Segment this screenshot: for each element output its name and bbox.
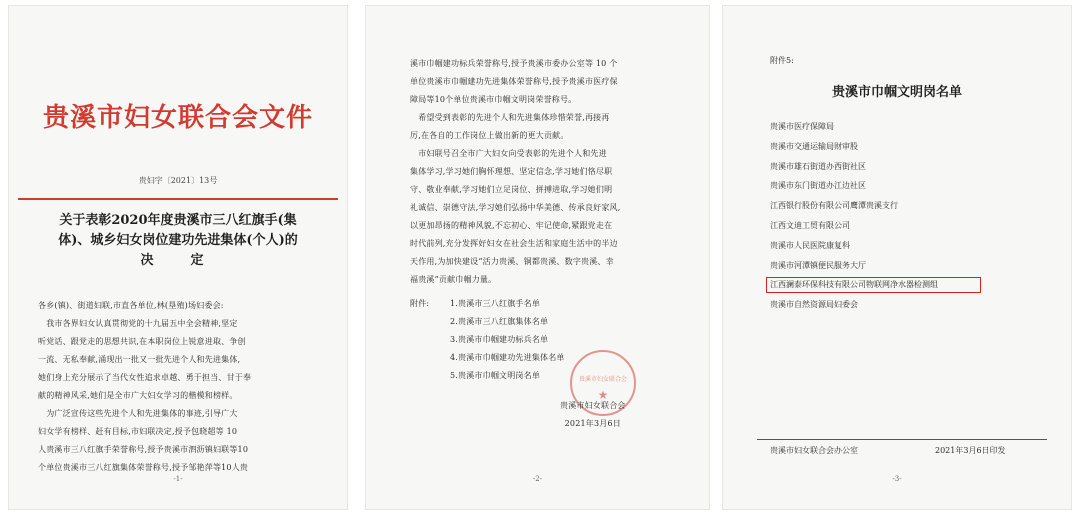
body-line: 妇女学有榜样、赶有目标,市妇联决定,授予包晓超等 10 [38, 427, 238, 436]
masthead-title: 贵溪市妇女联合会文件 [42, 103, 313, 133]
page2-body [410, 55, 680, 289]
title-line: 决 定 [140, 253, 216, 268]
body-line: 我市各界妇女认真贯彻党的十九届五中全会精神,坚定 [38, 319, 238, 328]
body-line: 一流、无私奉献,涌现出一批又一批先进个人和先进集体, [38, 355, 241, 364]
attachment-label: 附件5: [770, 56, 794, 65]
body-line: 福贵溪”贡献巾帼力量。 [410, 275, 497, 284]
body-line: 守、敬业奉献,学习她们立足岗位、拼搏进取,学习她们明 [410, 185, 613, 194]
body-line: 天作用,为加快建设“活力贵溪、铜都贵溪、数字贵溪、幸 [410, 257, 614, 266]
body-line: 厉,在各自的工作岗位上做出新的更大贡献。 [410, 131, 569, 140]
title-line: 体)、城乡妇女岗位建功先进集体(个人)的 [58, 233, 298, 248]
attachment-item: 1.贵溪市三八红旗手名单 [450, 299, 541, 308]
body-line: 她们身上充分展示了当代女性追求卓越、勇于担当、甘于奉 [38, 373, 252, 382]
list-item: 贵溪市医疗保障局 [770, 122, 834, 131]
body-line: 障局等10个单位贵溪市巾帼文明岗荣誉称号。 [410, 95, 577, 104]
body-line: 礼诚信、崇德守法,学习她们弘扬中华美德、传承良好家风, [410, 203, 621, 212]
attachment-item: 5.贵溪市巾帼文明岗名单 [450, 371, 541, 380]
body-line: 溪市巾帼建功标兵荣誉称号,授予贵溪市委办公室等 10 个 [410, 59, 618, 68]
list-item: 贵溪市雄石街道办西街社区 [770, 161, 866, 171]
document-page-3 [722, 5, 1072, 510]
signature-date: 2021年3月6日 [564, 419, 621, 428]
body-line: 集体学习,学习她们胸怀理想、坚定信念,学习她们恪尽职 [410, 167, 613, 176]
list-item: 江西银行股份有限公司鹰潭贵溪支行 [770, 201, 898, 211]
page-number: -3- [892, 475, 902, 483]
document-number: 贵妇字〔2021〕13号 [138, 176, 218, 185]
page-number: -2- [532, 475, 543, 483]
body-line: 献的精神风采,她们是全市广大妇女学习的楷模和榜样。 [38, 391, 238, 400]
honoree-list [770, 117, 981, 315]
list-title: 贵溪市巾帼文明岗名单 [831, 85, 962, 100]
document-page-1 [8, 5, 348, 510]
list-item: 江西文迪工贸有限公司 [770, 220, 850, 230]
list-item: 贵溪市自然资源局妇委会 [770, 300, 858, 310]
document-page-2 [365, 5, 710, 510]
body-line: 时代前列,充分发挥好妇女在社会生活和家庭生活中的半边 [410, 239, 618, 248]
list-item: 贵溪市交通运输局财审股 [770, 141, 858, 151]
title-line: 关于表彰2020年度贵溪市三八红旗手(集 [59, 213, 297, 228]
page-number: -1- [173, 475, 183, 483]
attachment-item: 3.贵溪市巾帼建功标兵名单 [450, 335, 549, 344]
attachments-label: 附件: [410, 299, 430, 308]
attachments-list [450, 295, 565, 385]
body-line: 各乡(镇)、街道妇联,市直各单位,林(垦殖)场妇委会: [38, 301, 224, 310]
decision-title [18, 211, 338, 271]
highlighted-list-item: 江西澜泰环保科技有限公司物联网净水器检测组 [766, 277, 981, 293]
red-divider [18, 198, 338, 200]
body-line: 听党话、跟党走的思想共识,在本职岗位上锐意进取、争创 [38, 337, 246, 346]
body-line: 为广泛宣传这些先进个人和先进集体的事迹,引导广大 [38, 409, 238, 418]
attachment-item: 2.贵溪市三八红旗集体名单 [450, 317, 549, 326]
attachment-item: 4.贵溪市巾帼建功先进集体名单 [450, 353, 565, 362]
body-line: 个单位贵溪市三八红旗集体荣誉称号,授予邹艳萍等10人贵 [38, 463, 249, 472]
page1-body [38, 297, 318, 477]
signature-org: 贵溪市妇女联合会 [560, 401, 626, 410]
body-line: 人贵溪市三八红旗手荣誉称号,授予贵溪市泗沥镇妇联等10 [38, 445, 249, 454]
seal-star-icon: ★ [597, 388, 609, 402]
list-item: 贵溪市河潭镇便民服务大厅 [770, 260, 866, 270]
signature-block [560, 397, 626, 433]
seal-text: 贵溪市妇女联合会 [578, 376, 627, 383]
body-line: 希望受到表彰的先进个人和先进集体珍惜荣誉,再接再 [410, 113, 610, 122]
list-item: 贵溪市东门街道办江边社区 [770, 181, 866, 191]
list-item: 贵溪市人民医院康复科 [770, 240, 850, 250]
body-line: 以更加昂扬的精神风貌,不忘初心、牢记使命,紧跟党走在 [410, 221, 613, 230]
body-line: 单位贵溪市巾帼建功先进集体荣誉称号,授予贵溪市医疗保 [410, 77, 618, 86]
footer-issuer: 贵溪市妇女联合会办公室 [770, 446, 858, 455]
body-line: 市妇联号召全市广大妇女向受表彰的先进个人和先进 [410, 149, 607, 158]
footer-divider [757, 439, 1047, 440]
footer-date: 2021年3月6日印发 [935, 446, 1006, 455]
